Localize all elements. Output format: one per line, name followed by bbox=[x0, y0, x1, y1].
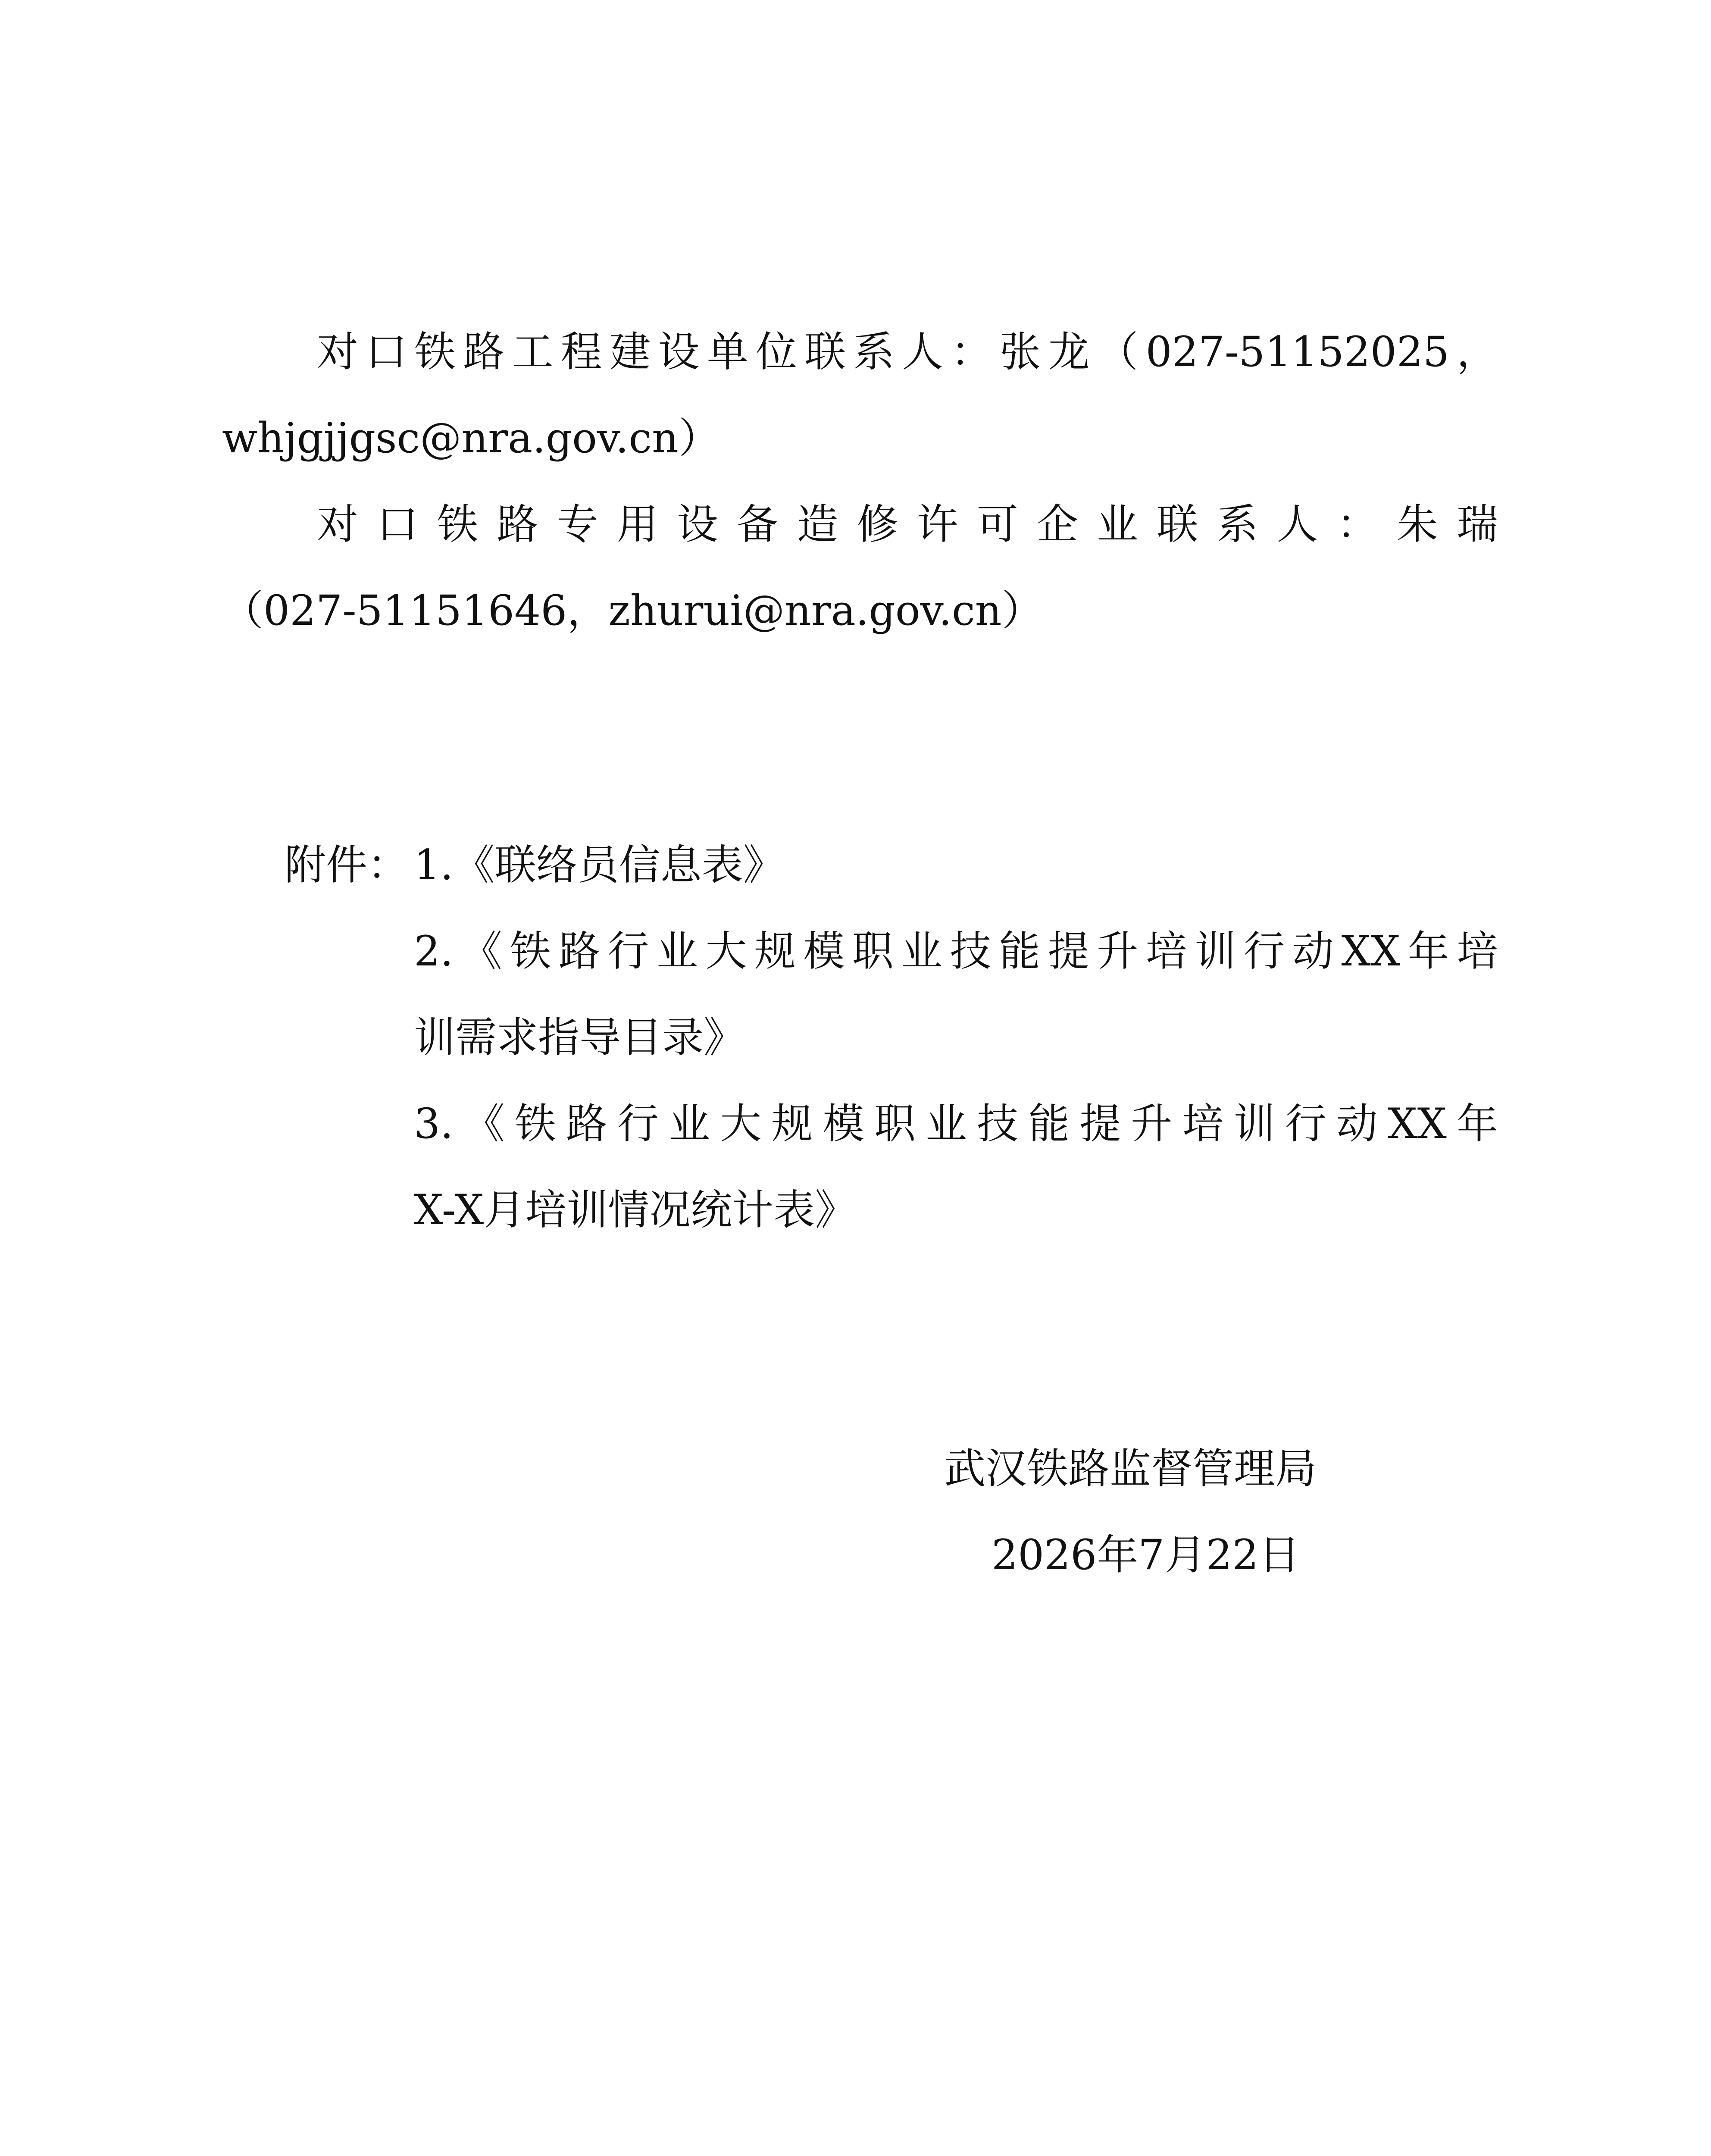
issuer-name: 武汉铁路监督管理局 bbox=[944, 1445, 1317, 1493]
attachment-item-3-line2: X-X月培训情况统计表》 bbox=[414, 1186, 857, 1234]
contact-railway-construction-line1: 对口铁路工程建设单位联系人：张龙（027-51152025， bbox=[317, 328, 1498, 376]
contact-equipment-license-line2: （027-51151646，zhurui@nra.gov.cn） bbox=[222, 586, 1043, 635]
attachment-item-1: 1.《联络员信息表》 bbox=[414, 841, 785, 889]
contact-equipment-license-line1: 对口铁路专用设备造修许可企业联系人：朱瑞 bbox=[317, 500, 1498, 548]
attachment-item-3-line1: 3.《铁路行业大规模职业技能提升培训行动XX年 bbox=[414, 1100, 1498, 1148]
attachment-item-2-line2: 训需求指导目录》 bbox=[414, 1013, 745, 1062]
contact-railway-construction-line2: whjgjjgsc@nra.gov.cn） bbox=[222, 414, 720, 462]
attachment-item-2-line1: 2.《铁路行业大规模职业技能提升培训行动XX年培 bbox=[414, 927, 1498, 975]
issue-date: 2026年7月22日 bbox=[992, 1531, 1300, 1579]
attachments-label: 附件： bbox=[285, 841, 409, 889]
